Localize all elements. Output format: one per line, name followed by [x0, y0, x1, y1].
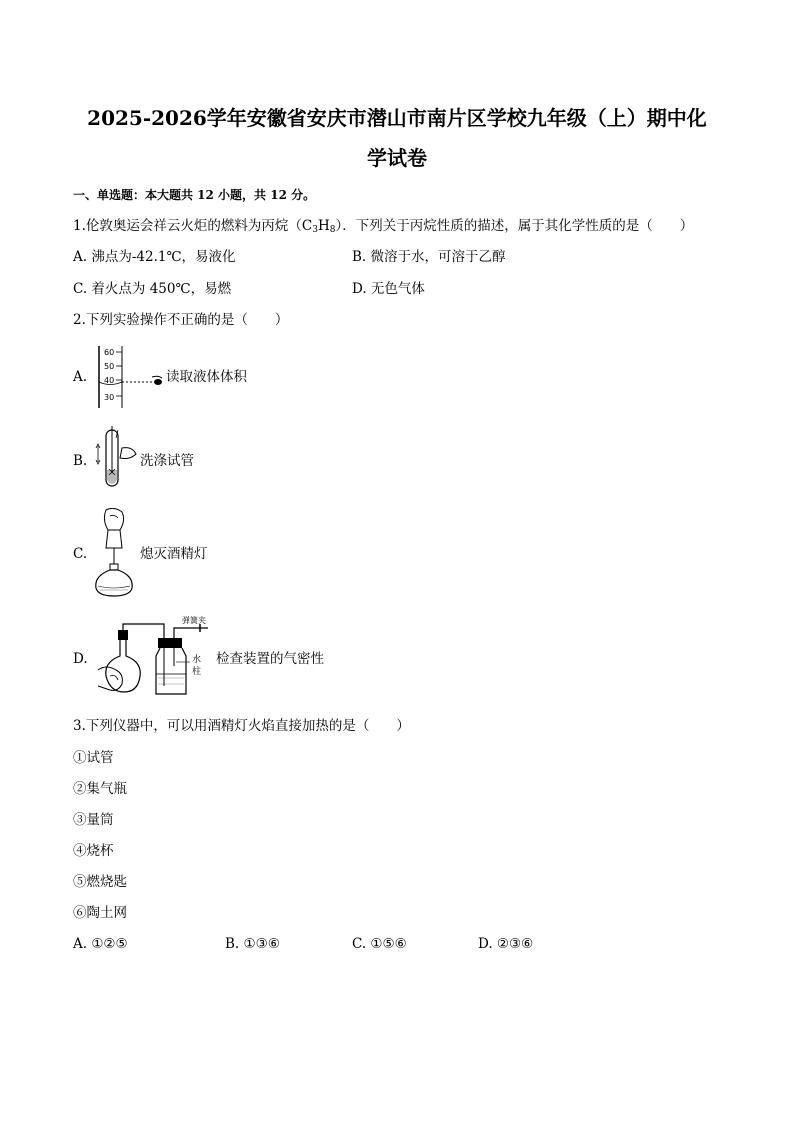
q3-option-b: B. ①③⑥ — [225, 936, 280, 952]
q1-subscript-3: 3 — [312, 225, 318, 235]
graduated-cylinder-figure — [92, 344, 172, 410]
q2-option-a-label: 读取液体体积 — [166, 369, 247, 385]
q1-subscript-8: 8 — [329, 225, 336, 235]
tick-30: 30 — [104, 393, 115, 402]
alcohol-lamp-figure — [90, 508, 138, 600]
q3-item-6: ⑥陶土网 — [73, 905, 127, 921]
q1-option-a: A. 沸点为-42.1℃，易液化 — [73, 249, 236, 265]
q3-item-2: ②集气瓶 — [73, 781, 127, 797]
q3-option-a: A. ①②⑤ — [73, 936, 128, 952]
question-1-stem — [73, 217, 693, 239]
q3-option-c: C. ①⑤⑥ — [352, 936, 407, 952]
q1-option-c: C. 着火点为 450℃，易燃 — [73, 281, 232, 297]
q2-option-a-letter: A. — [73, 369, 88, 385]
q3-item-4: ④烧杯 — [73, 843, 114, 859]
q1-stem-after: ）．下列关于丙烷性质的描述，属于其化学性质的是（ ） — [335, 218, 694, 234]
q1-option-d: D. 无色气体 — [352, 281, 425, 297]
spring-clip-label: 弹簧夹 — [182, 616, 206, 625]
q3-item-1: ①试管 — [73, 750, 114, 766]
test-tube-washing-figure — [92, 426, 142, 494]
q2-option-b-letter: B. — [73, 453, 88, 469]
q1-stem-before: 1.伦敦奥运会祥云火炬的燃料为丙烷（C — [73, 218, 313, 234]
question-2-stem: 2.下列实验操作不正确的是（ ） — [73, 312, 289, 328]
tick-60: 60 — [104, 348, 115, 357]
water-column-label-1: 水 — [192, 655, 202, 665]
tick-50: 50 — [104, 362, 115, 371]
airtightness-apparatus-figure — [96, 614, 216, 698]
exam-title-line-2: 学试卷 — [367, 146, 427, 170]
water-column-label-2: 柱 — [192, 667, 202, 677]
q1-option-b: B. 微溶于水，可溶于乙醇 — [352, 249, 506, 265]
q3-option-d: D. ②③⑥ — [478, 936, 534, 952]
q3-item-3: ③量筒 — [73, 812, 114, 828]
q2-option-c-letter: C. — [73, 546, 88, 562]
exam-title-line-1: 2025-2026学年安徽省安庆市潜山市南片区学校九年级（上）期中化 — [87, 106, 707, 130]
q1-stem-h: H — [317, 218, 330, 234]
question-3-stem: 3.下列仪器中，可以用酒精灯火焰直接加热的是（ ） — [73, 718, 410, 734]
tick-40: 40 — [104, 376, 115, 385]
q2-option-d-label: 检查装置的气密性 — [216, 651, 324, 667]
q2-option-d-letter: D. — [73, 651, 88, 667]
section-header: 一、单选题：本大题共 12 小题，共 12 分。 — [73, 188, 316, 202]
q2-option-c-label: 熄灭酒精灯 — [140, 546, 208, 562]
q2-option-b-label: 洗涤试管 — [140, 453, 194, 469]
q3-item-5: ⑤燃烧匙 — [73, 874, 127, 890]
